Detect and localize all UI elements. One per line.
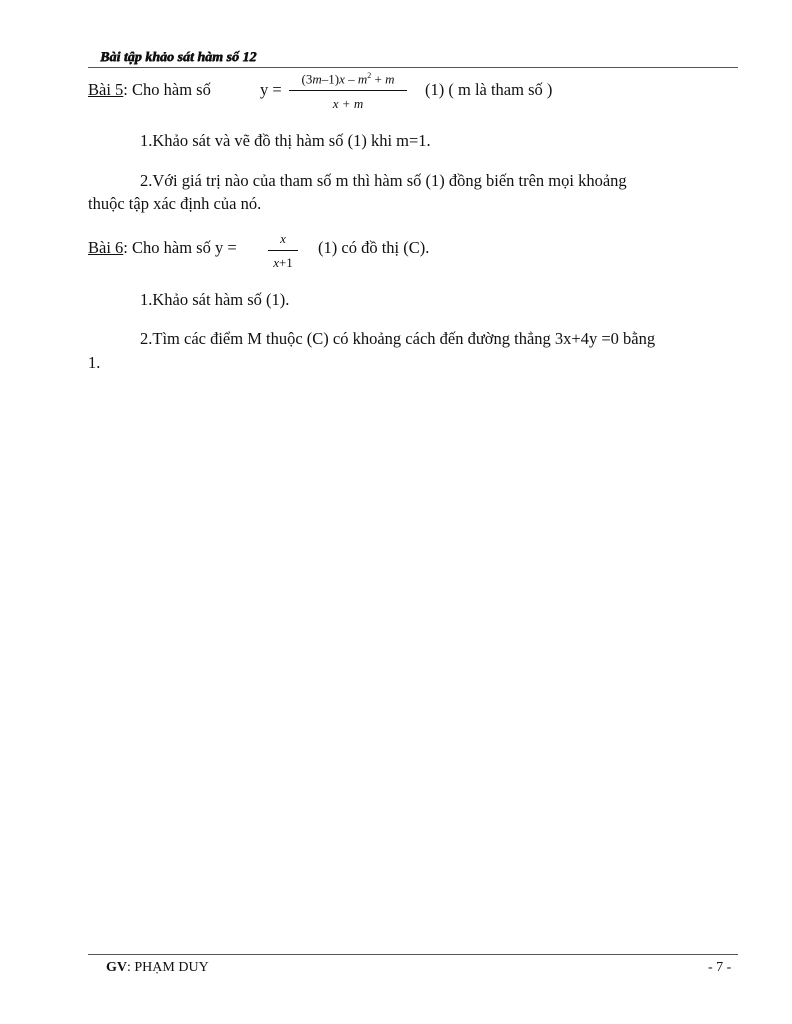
bai6-fraction [266, 231, 300, 271]
bai6-numerator: x [280, 231, 286, 246]
bai5-numerator: $(3m-1)x - m^2 + m$ [301, 71, 395, 87]
bai5-item2-line2: thuộc tập xác định của nó. [88, 194, 262, 213]
page-number: - 7 - [708, 960, 732, 975]
footer-author [106, 960, 209, 976]
footer-gv-label: GV [106, 960, 127, 975]
header-title: Bài tập khảo sát hàm số 12 [100, 50, 257, 65]
header-rule [88, 67, 738, 68]
footer-rule [88, 954, 738, 955]
footer-gv-name: : PHẠM DUY [127, 960, 209, 975]
bai5-item2-line1: 2.Với giá trị nào của tham số m thì hàm số (1) đồng biến trên mọi khoảng [140, 171, 627, 190]
bai5-y-eq: y = [260, 80, 282, 99]
bai5-denominator: x + m [332, 96, 364, 112]
bai6-intro: : Cho hàm số y = [123, 238, 237, 257]
bai5-item1: 1.Khảo sát và vẽ đồ thị hàm số (1) khi m=1. [140, 131, 431, 150]
bai5-heading [88, 80, 211, 100]
bai5-fraction [288, 71, 408, 112]
bai5-intro: : Cho hàm số [123, 80, 211, 99]
bai6-item2-line1: 2.Tìm các điểm M thuộc (C) có khoảng cách đến đường thẳng 3x+4y =0 bằng [140, 329, 656, 348]
bai6-heading [88, 238, 237, 258]
fraction-bar [268, 250, 298, 251]
bai5-label: Bài 5 [88, 80, 124, 99]
bai6-item2-line2: 1. [88, 353, 101, 372]
bai6-item1: 1.Khảo sát hàm số (1). [140, 290, 290, 309]
bai6-tail: (1) có đồ thị (C). [318, 238, 430, 257]
bai6-label: Bài 6 [88, 238, 124, 257]
fraction-bar [289, 90, 407, 91]
bai6-denominator: x+1 [273, 255, 293, 270]
bai5-tail: (1) ( m là tham số ) [425, 80, 553, 99]
